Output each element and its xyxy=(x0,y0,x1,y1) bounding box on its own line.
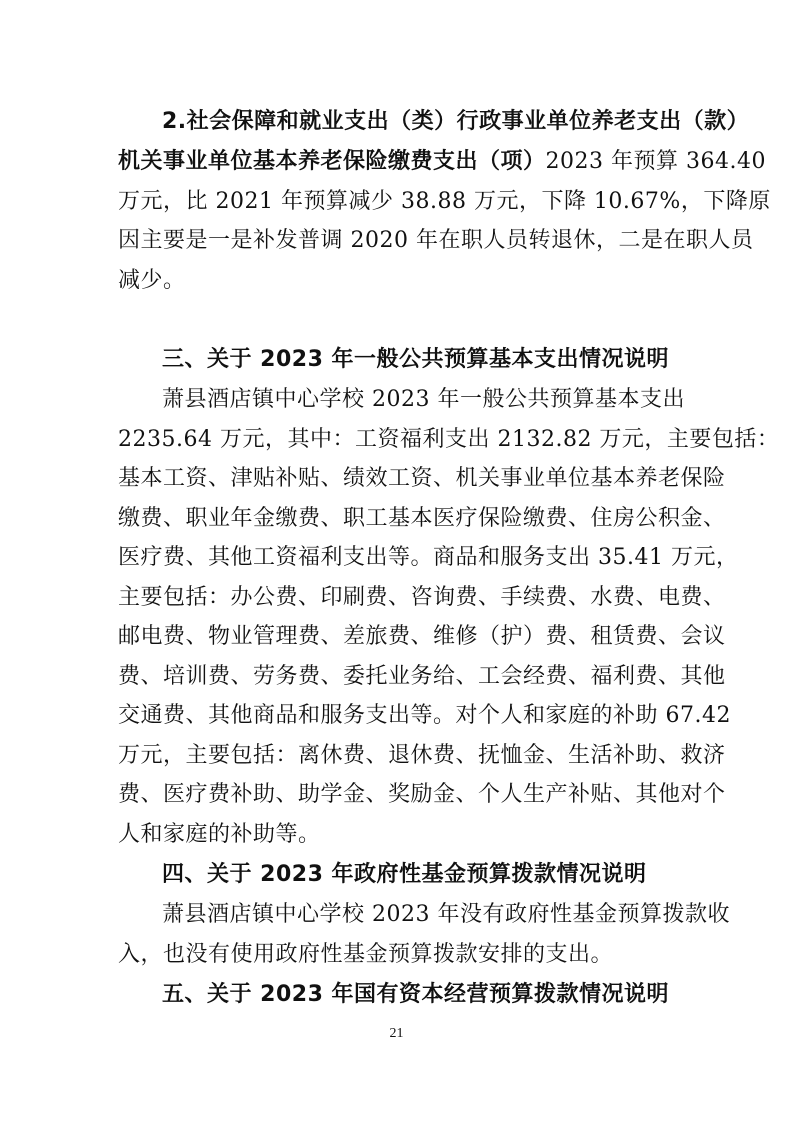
section2-line1: 2.社会保障和就业支出（类）行政事业单位养老支出（款） xyxy=(162,109,750,134)
section2-line2 xyxy=(118,147,766,177)
section2-item-label: 机关事业单位基本养老保险缴费支出（项） xyxy=(118,149,546,174)
section4-paragraph-line: 入，也没有使用政府性基金预算拨款安排的支出。 xyxy=(118,942,614,967)
section3-paragraph-line: 2235.64 万元，其中：工资福利支出 2132.82 万元，主要包括： xyxy=(118,427,780,452)
section5-heading: 五、关于 2023 年国有资本经营预算拨款情况说明 xyxy=(162,982,670,1007)
section3-paragraph-line: 费、医疗费补助、助学金、奖励金、个人生产补贴、其他对个 xyxy=(118,782,726,807)
section3-paragraph-line: 邮电费、物业管理费、差旅费、维修（护）费、租赁费、会议 xyxy=(118,624,726,649)
section3-paragraph-line: 费、培训费、劳务费、委托业务给、工会经费、福利费、其他 xyxy=(118,664,726,689)
section3-paragraph-line: 万元，主要包括：离休费、退休费、抚恤金、生活补助、救济 xyxy=(118,743,726,768)
section3-paragraph-line: 交通费、其他商品和服务支出等。对个人和家庭的补助 67.42 xyxy=(118,703,731,728)
section2-item-amount: 2023 年预算 364.40 xyxy=(545,149,766,174)
section4-paragraph-line: 萧县酒店镇中心学校 2023 年没有政府性基金预算拨款收 xyxy=(162,902,730,927)
section2-line4: 因主要是一是补发普调 2020 年在职人员转退休，二是在职人员 xyxy=(118,228,754,253)
section3-paragraph-line: 医疗费、其他工资福利支出等。商品和服务支出 35.41 万元， xyxy=(118,545,739,570)
section3-heading: 三、关于 2023 年一般公共预算基本支出情况说明 xyxy=(162,347,670,372)
section3-paragraph-line: 人和家庭的补助等。 xyxy=(118,822,321,847)
section3-paragraph-line: 基本工资、津贴补贴、绩效工资、机关事业单位基本养老保险 xyxy=(118,466,726,491)
section3-paragraph-line: 萧县酒店镇中心学校 2023 年一般公共预算基本支出 xyxy=(162,387,685,412)
section3-paragraph-line: 缴费、职业年金缴费、职工基本医疗保险缴费、住房公积金、 xyxy=(118,506,726,531)
section4-heading: 四、关于 2023 年政府性基金预算拨款情况说明 xyxy=(162,862,647,887)
section3-paragraph-line: 主要包括：办公费、印刷费、咨询费、手续费、水费、电费、 xyxy=(118,585,726,610)
section2-line3: 万元，比 2021 年预算减少 38.88 万元，下降 10.67%，下降原 xyxy=(118,189,771,214)
page-number: 21 xyxy=(389,1026,404,1041)
section2-line5: 减少。 xyxy=(118,268,186,293)
